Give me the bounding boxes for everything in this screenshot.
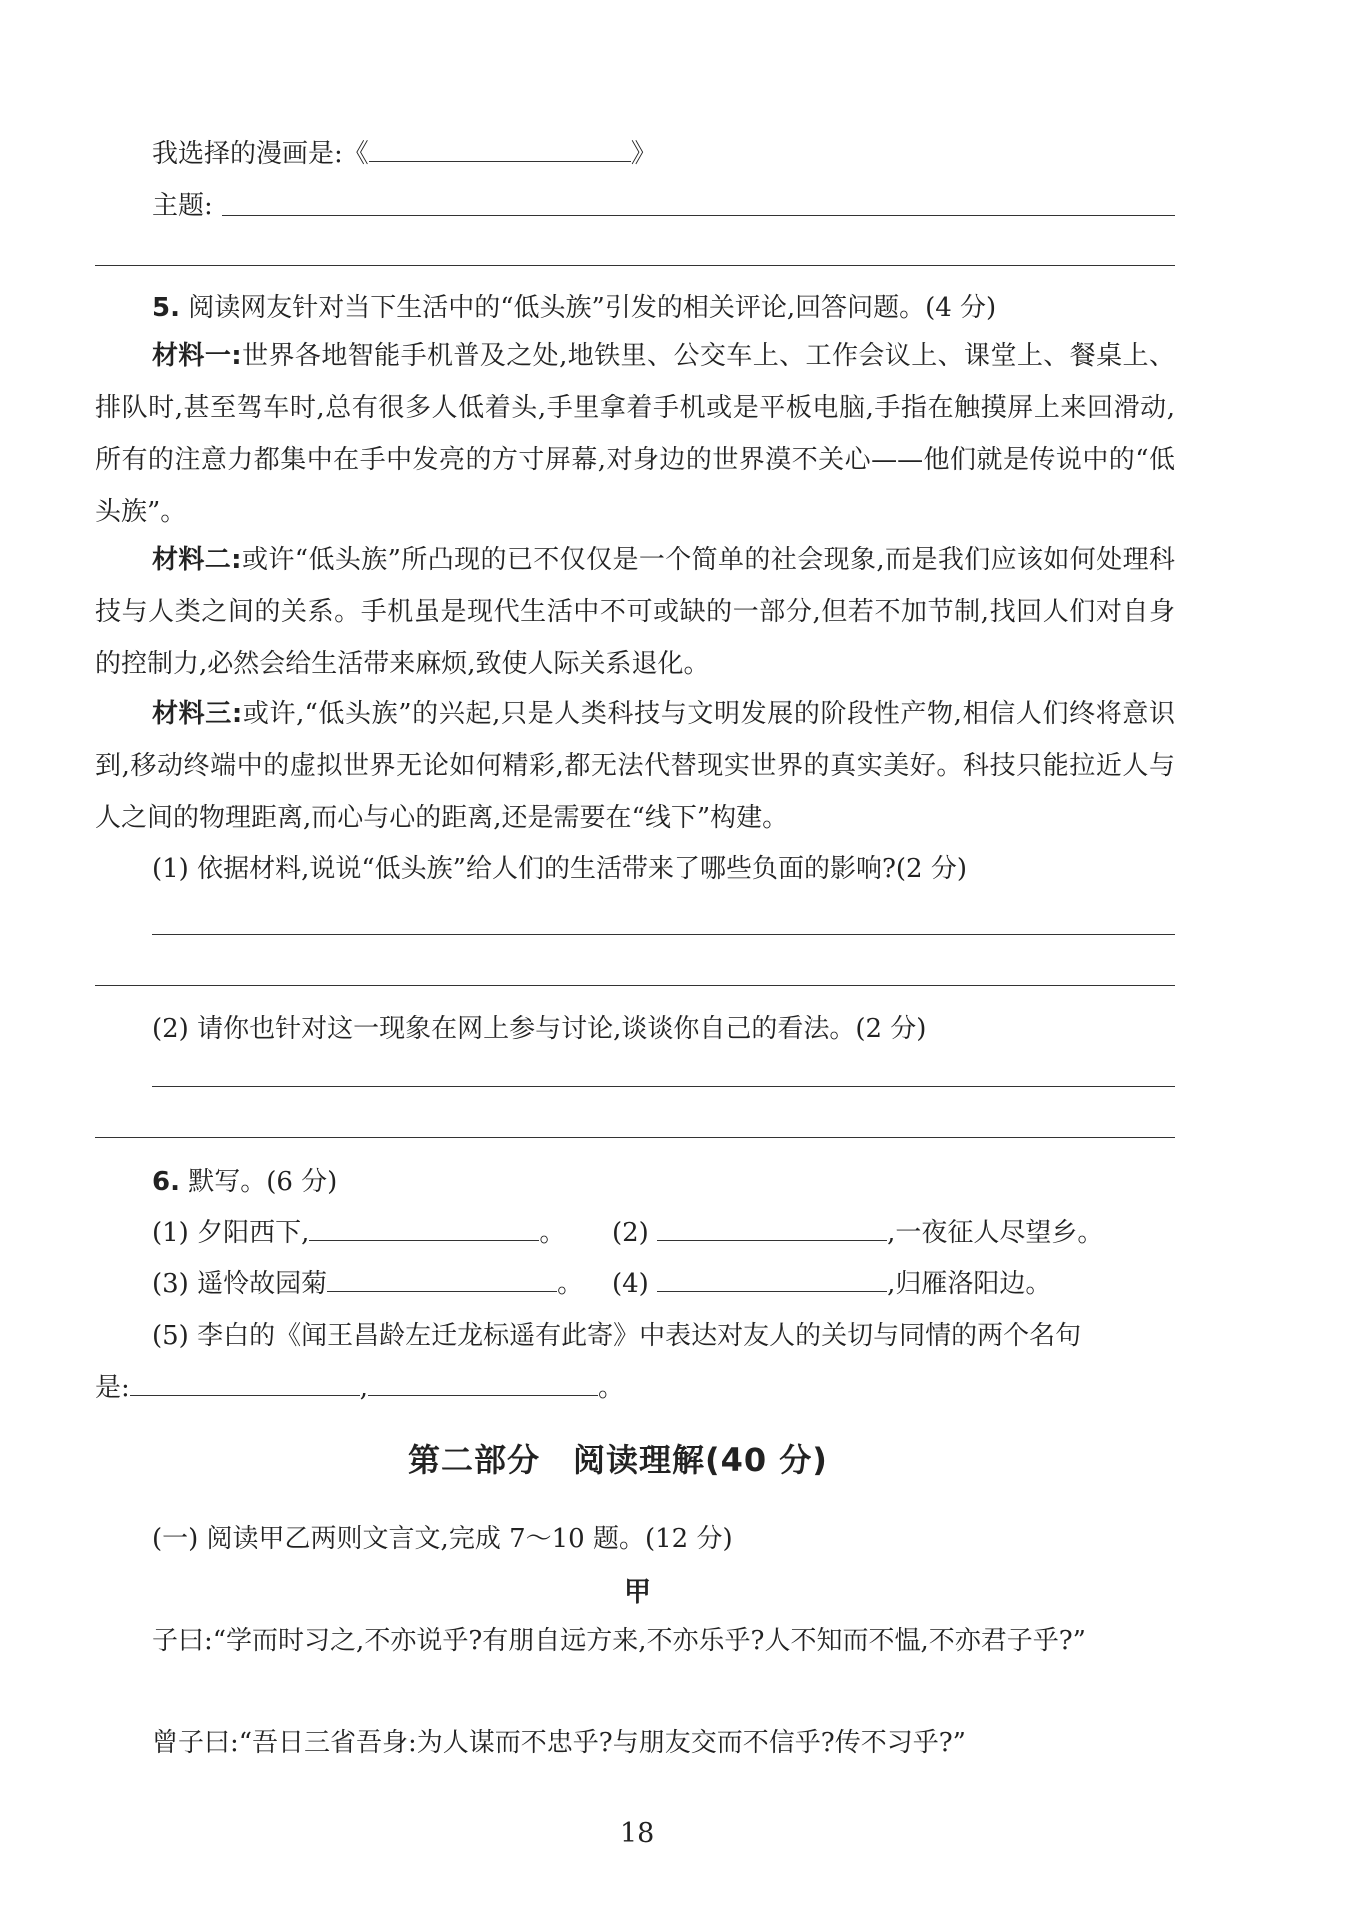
q6-prompt-text: 默写。(6 分) <box>188 1167 338 1197</box>
q5-sub2: (2) 请你也针对这一现象在网上参与讨论,谈谈你自己的看法。(2 分) <box>152 1014 927 1044</box>
jia-paragraph-1: 子曰:“学而时习之,不亦说乎?有朋自远方来,不亦乐乎?人不知而不愠,不亦君子乎?” <box>152 1626 1086 1656</box>
q5-prompt-text: 阅读网友针对当下生活中的“低头族”引发的相关评论,回答问题。(4 分) <box>188 293 997 323</box>
jia-paragraph-2: 曾子曰:“吾日三省吾身:为人谋而不忠乎?与朋友交而不信乎?传不习乎?” <box>152 1728 966 1758</box>
q6-item5-mid: , <box>359 1373 369 1403</box>
q5-prompt <box>152 287 996 324</box>
comic-choice-line <box>152 133 657 170</box>
material-one-text: 世界各地智能手机普及之处,地铁里、公交车上、工作会议上、课堂上、餐桌上、排队时,甚至驾车时,总有很多人低着头,手里拿着手机或是平板电脑,手指在触摸屏上来回滑动,所有的注意力都集中在手中发亮的方寸屏幕,对身边的世界漠不关心——他们就是传说中的“低头族”。 <box>95 341 1175 527</box>
q6-item3-prefix: (3) 遥怜故园菊 <box>152 1269 328 1299</box>
q6-item2-post: ,一夜征人尽望乡。 <box>887 1218 1104 1248</box>
comic-choice-blank[interactable] <box>369 137 631 162</box>
q6-item2-prefix: (2) <box>612 1218 658 1248</box>
q6-row-1 <box>152 1212 565 1249</box>
theme-answer-line-1[interactable] <box>222 215 1175 216</box>
material-two-label: 材料二: <box>152 545 242 575</box>
q6-item1-prefix: (1) 夕阳西下, <box>152 1218 310 1248</box>
q5-sub1-answer-line-1[interactable] <box>152 934 1175 935</box>
theme-answer-line-2[interactable] <box>95 265 1175 266</box>
q5-number: 5. <box>152 293 180 323</box>
material-two-text: 或许“低头族”所凸现的已不仅仅是一个简单的社会现象,而是我们应该如何处理科技与人类之间的关系。手机虽是现代生活中不可或缺的一部分,但若不加节制,找回人们对自身的控制力,必然会给生活带来麻烦,致使人际关系退化。 <box>95 545 1175 679</box>
comic-choice-suffix: 》 <box>630 139 657 169</box>
q6-item1-blank[interactable] <box>309 1216 539 1241</box>
material-three-label: 材料三: <box>152 699 243 729</box>
q6-item3-blank[interactable] <box>327 1267 557 1292</box>
q6-row-2 <box>152 1263 583 1300</box>
q6-item5-end: 。 <box>598 1373 625 1403</box>
theme-label: 主题: <box>152 191 213 221</box>
q6-prompt <box>152 1161 337 1198</box>
material-three <box>95 688 1175 844</box>
material-one-label: 材料一: <box>152 341 242 371</box>
q6-item5-blank-2[interactable] <box>368 1371 598 1396</box>
q6-item4-prefix: (4) <box>612 1269 658 1299</box>
jia-title: 甲 <box>624 1577 651 1608</box>
q6-item4-post: ,归雁洛阳边。 <box>887 1269 1052 1299</box>
q5-sub2-answer-line-1[interactable] <box>152 1086 1175 1087</box>
material-three-text: 或许,“低头族”的兴起,只是人类科技与文明发展的阶段性产物,相信人们终将意识到,移动终端中的虚拟世界无论如何精彩,都无法代替现实世界的真实美好。科技只能拉近人与人之间的物理距离,而心与心的距离,还是需要在“线下”构建。 <box>95 699 1175 833</box>
q6-item5-blank-1[interactable] <box>130 1371 360 1396</box>
q5-sub1: (1) 依据材料,说说“低头族”给人们的生活带来了哪些负面的影响?(2 分) <box>152 854 967 884</box>
page-number: 18 <box>620 1818 655 1849</box>
q6-number: 6. <box>152 1167 180 1197</box>
q6-item4-blank[interactable] <box>657 1267 887 1292</box>
q6-item3-end: 。 <box>557 1269 584 1299</box>
q6-item5-line1: (5) 李白的《闻王昌龄左迁龙标遥有此寄》中表达对友人的关切与同情的两个名句 <box>152 1321 1082 1351</box>
material-two <box>95 534 1175 690</box>
q6-row-1b <box>612 1212 1103 1249</box>
q6-item5-prefix: 是: <box>95 1373 130 1403</box>
material-one <box>95 330 1175 538</box>
q6-item1-end: 。 <box>539 1218 566 1248</box>
comic-choice-prefix: 我选择的漫画是:《 <box>152 139 369 169</box>
q5-sub2-answer-line-2[interactable] <box>95 1137 1175 1138</box>
part2-title: 第二部分 阅读理解(40 分) <box>408 1441 828 1479</box>
q6-row-2b <box>612 1263 1051 1300</box>
q5-sub1-answer-line-2[interactable] <box>95 985 1175 986</box>
part2-section1: (一) 阅读甲乙两则文言文,完成 7～10 题。(12 分) <box>152 1524 733 1554</box>
q6-item5-line2 <box>95 1367 624 1404</box>
q6-item2-blank[interactable] <box>657 1216 887 1241</box>
